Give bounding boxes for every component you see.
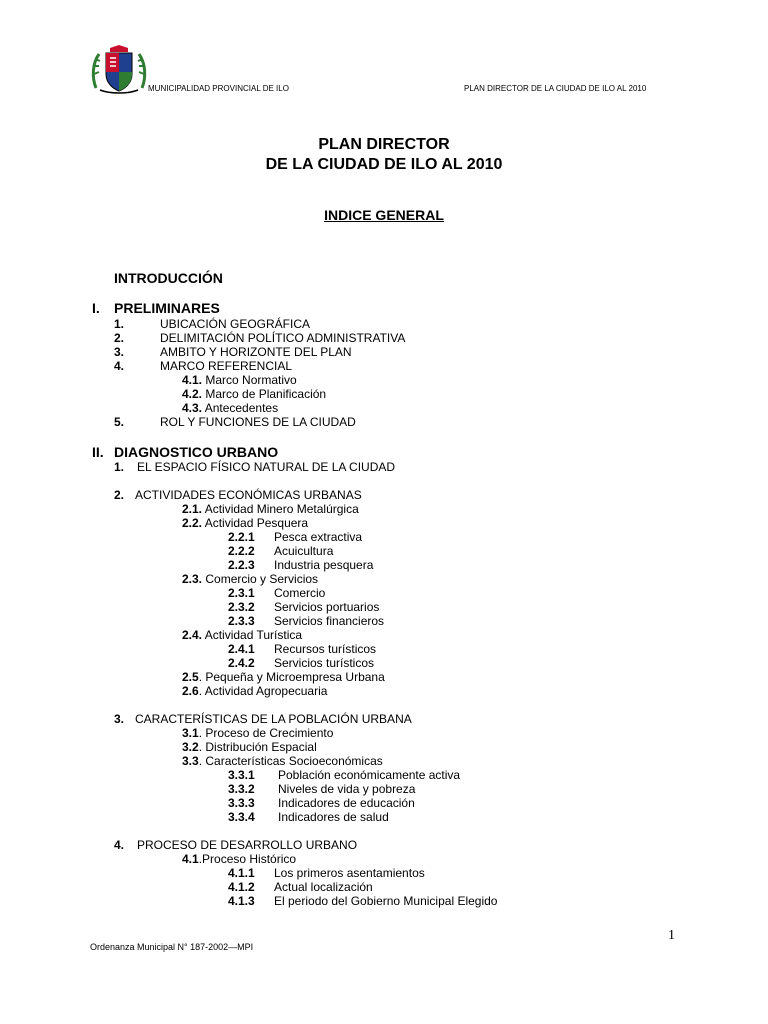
toc-entry	[114, 712, 124, 726]
toc-entry-number: 1.	[114, 317, 125, 331]
toc-entry-text: Comercio	[274, 586, 326, 600]
toc-entry-number: 3.2	[182, 740, 199, 754]
toc-entry-number: 2.	[114, 488, 125, 502]
toc-entry	[228, 642, 255, 656]
toc-entry-text: ROL Y FUNCIONES DE LA CIUDAD	[160, 415, 356, 429]
toc-entry	[228, 894, 255, 908]
toc-entry-text: MARCO REFERENCIAL	[160, 359, 293, 373]
toc-entry-number: 4.2.	[182, 387, 203, 401]
toc-entry	[182, 502, 359, 516]
footer-text: Ordenanza Municipal N° 187-2002—MPI	[90, 942, 254, 952]
toc-entry-number: 2.3.1	[228, 586, 255, 600]
toc-entry-number: 2.3.2	[228, 600, 255, 614]
index-subtitle: INDICE GENERAL	[324, 207, 444, 223]
municipal-coat-of-arms-logo	[90, 44, 148, 96]
toc-entry-text: Servicios portuarios	[274, 600, 380, 614]
toc-entry	[182, 852, 296, 866]
toc-entry	[228, 796, 255, 810]
toc-entry-number: 2.2.1	[228, 530, 255, 544]
toc-entry-text: Los primeros asentamientos	[274, 866, 425, 880]
toc-entry	[228, 530, 255, 544]
section-number: I.	[92, 300, 100, 316]
toc-entry-text: Indicadores de salud	[278, 810, 389, 824]
toc-entry	[182, 516, 308, 530]
intro-heading: INTRODUCCIÓN	[114, 270, 223, 286]
toc-entry-text: Actividad Minero Metalúrgica	[204, 502, 359, 516]
toc-entry	[114, 488, 124, 502]
toc-entry-number: 4.3.	[182, 401, 203, 415]
toc-entry-number: 1.	[114, 460, 125, 474]
toc-entry-text: ACTIVIDADES ECONÓMICAS URBANAS	[135, 488, 362, 502]
toc-entry-text: CARACTERÍSTICAS DE LA POBLACIÓN URBANA	[135, 712, 412, 726]
toc-entry-text: Indicadores de educación	[278, 796, 415, 810]
toc-entry	[182, 726, 333, 740]
toc-entry-number: 2.2.	[182, 516, 203, 530]
toc-entry	[228, 558, 255, 572]
toc-entry-number: 4.1	[182, 852, 199, 866]
toc-entry-text: Población económicamente activa	[278, 768, 461, 782]
toc-entry-number: 3.	[114, 712, 125, 726]
document-title-line-1: PLAN DIRECTOR	[318, 136, 450, 153]
toc-entry	[114, 345, 124, 359]
toc-entry-number: 3.1	[182, 726, 199, 740]
toc-entry-number: 4.	[114, 838, 125, 852]
toc-entry-text: Antecedentes	[204, 401, 279, 415]
toc-entry-text: Marco de Planificación	[205, 387, 327, 401]
toc-entry-text: . Distribución Espacial	[198, 740, 317, 754]
toc-entry-text: Comercio y Servicios	[205, 572, 319, 586]
section-title: PRELIMINARES	[114, 300, 220, 316]
toc-entry-number: 2.6	[182, 684, 199, 698]
toc-entry-number: 4.	[114, 359, 125, 373]
toc-entry-text: Industria pesquera	[274, 558, 374, 572]
toc-entry-text: Servicios turísticos	[274, 656, 375, 670]
toc-entry	[182, 754, 383, 768]
toc-entry-number: 3.3.2	[228, 782, 255, 796]
toc-entry	[182, 387, 326, 401]
toc-entry	[228, 880, 255, 894]
toc-entry-number: 2.	[114, 331, 125, 345]
toc-entry-text: El periodo del Gobierno Municipal Elegido	[274, 894, 498, 908]
toc-entry-number: 2.3.3	[228, 614, 255, 628]
toc-entry	[114, 838, 124, 852]
toc-entry-text: EL ESPACIO FÍSICO NATURAL DE LA CIUDAD	[137, 460, 396, 474]
toc-entry-number: 2.2.3	[228, 558, 255, 572]
toc-entry	[182, 572, 318, 586]
toc-entry-number: 2.4.	[182, 628, 203, 642]
section-title: DIAGNOSTICO URBANO	[114, 444, 279, 460]
toc-entry	[228, 600, 255, 614]
toc-entry-text: Pesca extractiva	[274, 530, 363, 544]
toc-entry	[114, 331, 124, 345]
toc-entry	[228, 782, 255, 796]
toc-entry-text: Actual localización	[274, 880, 373, 894]
toc-entry-number: 3.3.1	[228, 768, 255, 782]
toc-entry-number: 3.	[114, 345, 125, 359]
toc-entry	[114, 359, 124, 373]
toc-entry-number: 4.1.	[182, 373, 203, 387]
toc-entry-number: 2.4.1	[228, 642, 255, 656]
toc-entry-text: . Proceso de Crecimiento	[198, 726, 334, 740]
toc-entry-text: . Pequeña y Microempresa Urbana	[198, 670, 385, 684]
toc-entry-number: 5.	[114, 415, 125, 429]
toc-entry	[228, 614, 255, 628]
toc-entry	[182, 684, 327, 698]
toc-entry	[228, 768, 255, 782]
toc-entry	[114, 460, 124, 474]
toc-entry-text: . Actividad Agropecuaria	[198, 684, 328, 698]
toc-entry-text: AMBITO Y HORIZONTE DEL PLAN	[160, 345, 352, 359]
toc-entry-text: . Características Socioeconómicas	[198, 754, 383, 768]
page-number: 1	[668, 928, 675, 943]
toc-entry	[228, 866, 255, 880]
toc-entry-text: UBICACIÓN GEOGRÁFICA	[160, 317, 311, 331]
document-title-line-2: DE LA CIUDAD DE ILO AL 2010	[265, 156, 503, 173]
toc-entry-number: 4.1.2	[228, 880, 255, 894]
toc-entry-number: 2.3.	[182, 572, 203, 586]
toc-entry-number: 2.2.2	[228, 544, 255, 558]
toc-entry-text: Marco Normativo	[205, 373, 297, 387]
toc-entry	[228, 544, 255, 558]
toc-entry-text: PROCESO DE DESARROLLO URBANO	[137, 838, 358, 852]
toc-entry-number: 2.4.2	[228, 656, 255, 670]
toc-entry	[114, 415, 124, 429]
toc-entry-text: Recursos turísticos	[274, 642, 377, 656]
header-left-text: MUNICIPALIDAD PROVINCIAL DE ILO	[148, 84, 289, 93]
toc-entry	[114, 317, 124, 331]
toc-entry-text: DELIMITACIÓN POLÍTICO ADMINISTRATIVA	[160, 331, 406, 345]
toc-entry-text: Servicios financieros	[274, 614, 385, 628]
toc-entry	[228, 656, 255, 670]
toc-entry-text: Acuicultura	[274, 544, 334, 558]
toc-entry	[228, 586, 255, 600]
section-number: II.	[92, 444, 104, 460]
toc-entry-text: .Proceso Histórico	[198, 852, 297, 866]
toc-entry-number: 3.3	[182, 754, 199, 768]
toc-entry	[182, 401, 278, 415]
toc-entry	[182, 373, 297, 387]
toc-entry-number: 3.3.4	[228, 810, 255, 824]
toc-entry-number: 2.5	[182, 670, 199, 684]
toc-entry-number: 4.1.1	[228, 866, 255, 880]
toc-entry-text: Niveles de vida y pobreza	[278, 782, 416, 796]
toc-entry-number: 4.1.3	[228, 894, 255, 908]
toc-entry	[228, 810, 255, 824]
toc-entry-text: Actividad Turística	[204, 628, 303, 642]
header-right-text: PLAN DIRECTOR DE LA CIUDAD DE ILO AL 2010	[464, 84, 647, 93]
toc-entry-text: Actividad Pesquera	[204, 516, 309, 530]
toc-entry	[182, 628, 302, 642]
toc-entry	[182, 740, 317, 754]
toc-entry-number: 2.1.	[182, 502, 203, 516]
toc-entry-number: 3.3.3	[228, 796, 255, 810]
toc-entry	[182, 670, 385, 684]
